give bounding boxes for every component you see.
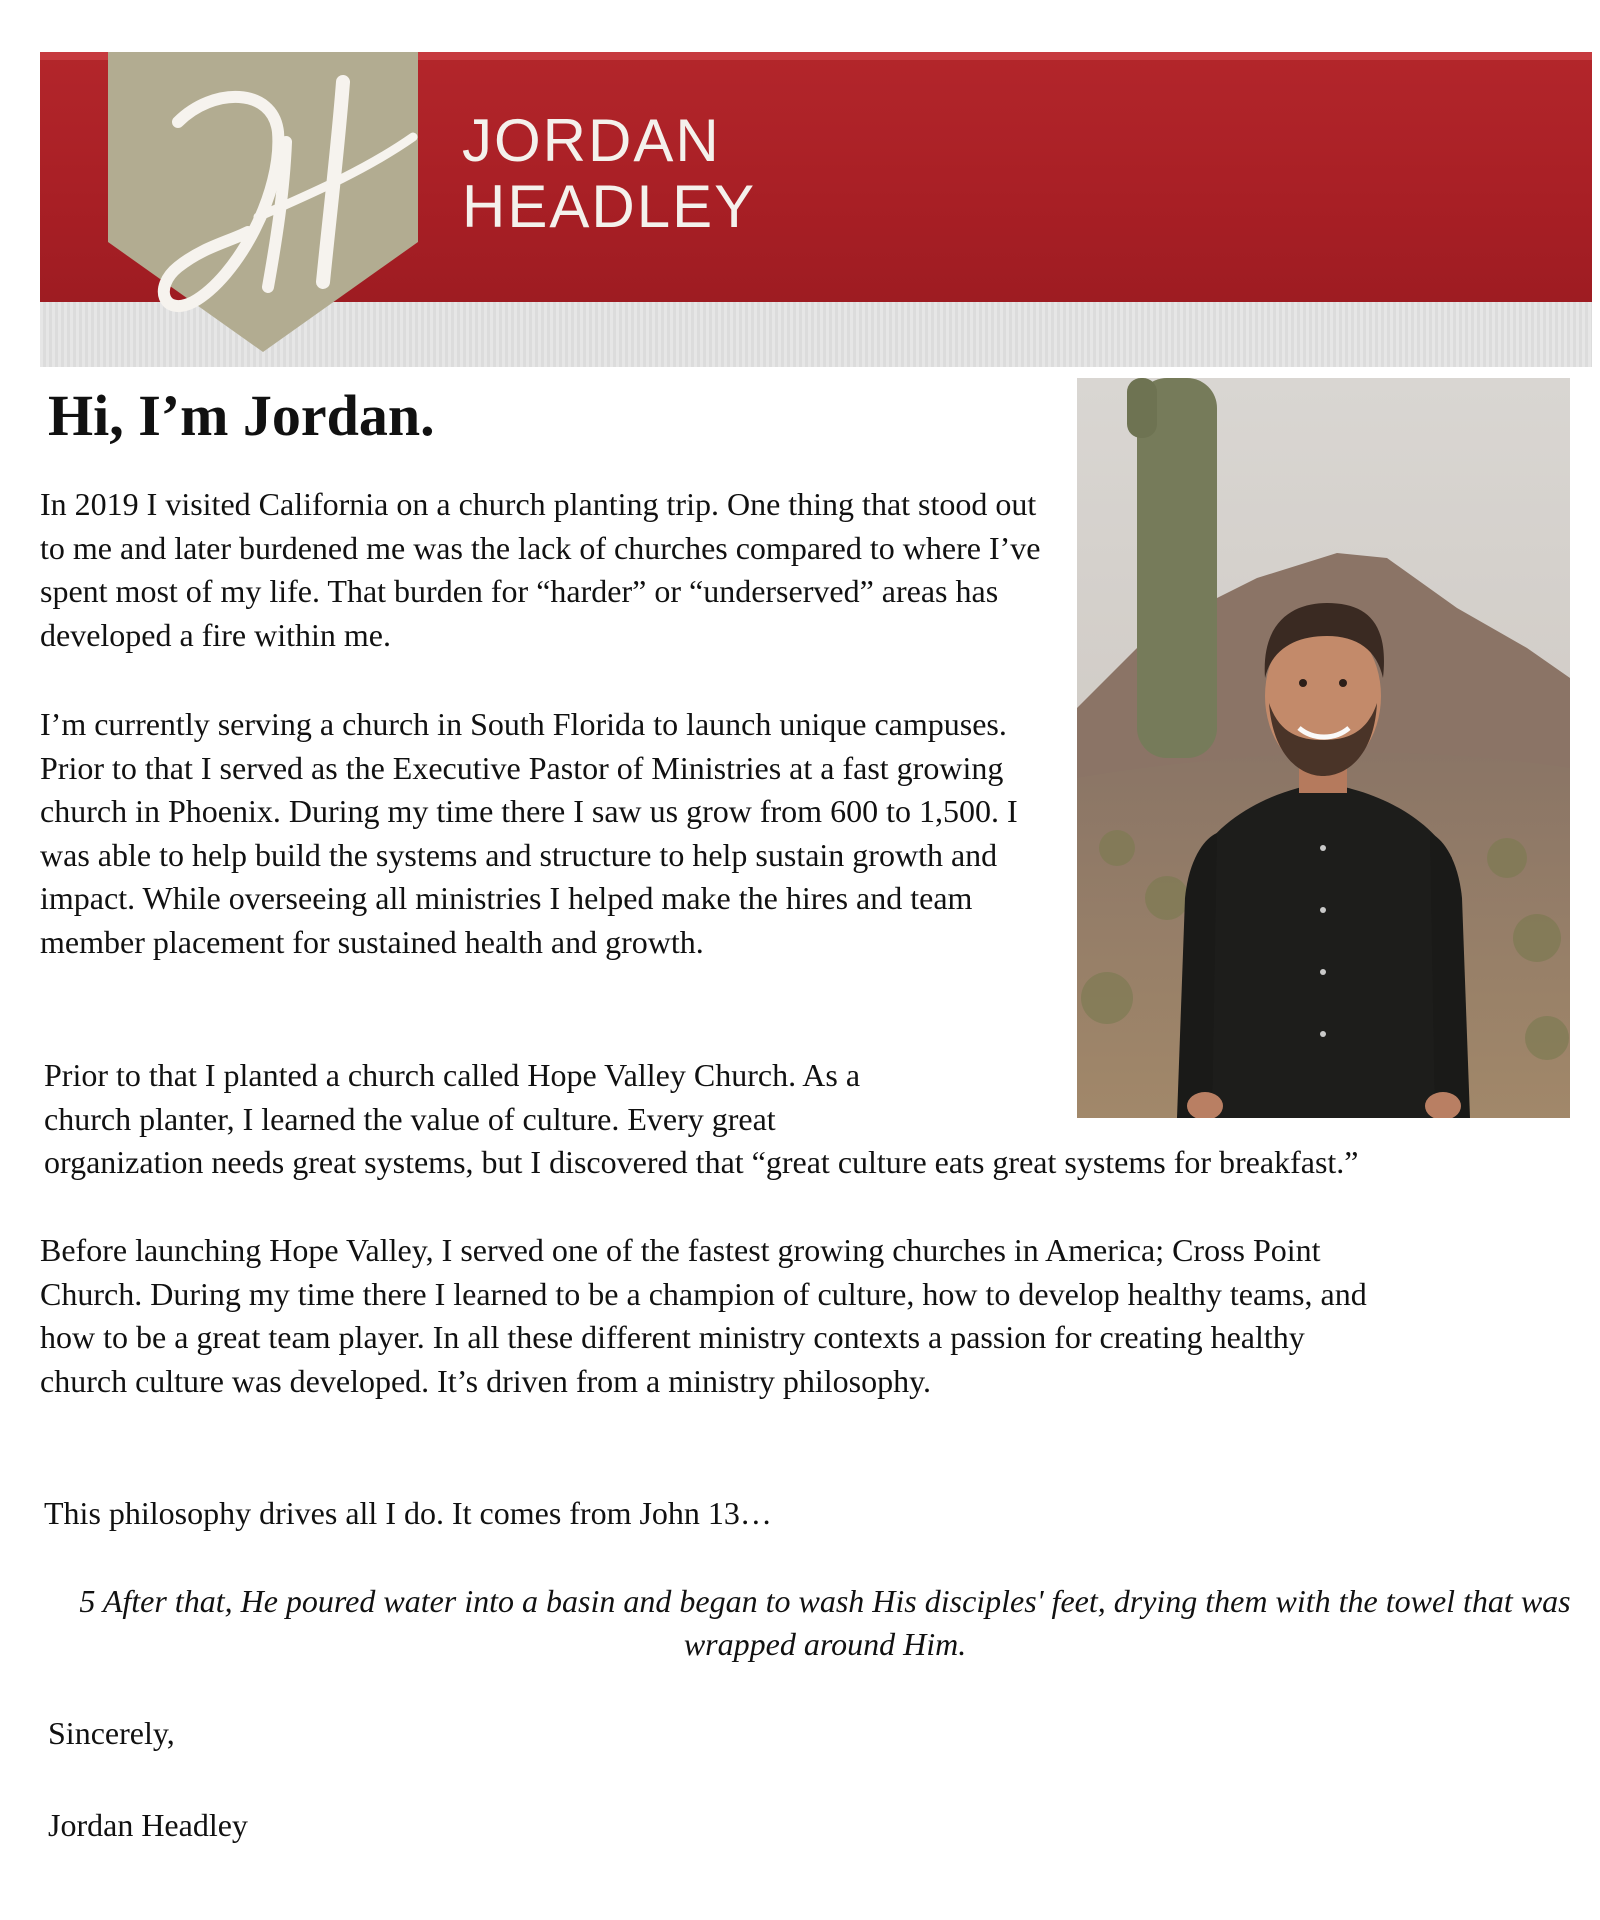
brand-line-last: HEADLEY (462, 173, 757, 240)
brand-name (462, 108, 756, 240)
jh-logo[interactable] (108, 52, 418, 362)
page-title: Hi, I’m Jordan. (48, 383, 435, 448)
closing: Sincerely, (48, 1715, 175, 1751)
scripture-quote: 5 After that, He poured water into a basin and began to wash His disciples' feet, drying them with the towel that was wrapped around Him. (79, 1583, 1571, 1662)
intro-paragraph: In 2019 I visited California on a church planting trip. One thing that stood out to me and later burdened me was the lack of churches compared to where I’ve spent most of my life. That burden for “harder” or “underserved” areas has developed a fire within me. (40, 486, 1041, 653)
church-planting-paragraph (44, 1054, 1584, 1185)
brand-line-first: JORDAN (462, 107, 721, 174)
signature: Jordan Headley (48, 1807, 248, 1843)
philosophy-paragraph: This philosophy drives all I do. It comes from John 13… (44, 1495, 772, 1531)
header-banner (40, 52, 1592, 367)
paragraph-line: church planter, I learned the value of culture. Every great (44, 1100, 776, 1137)
portrait-photo (1077, 378, 1570, 1118)
paragraph-line: organization needs great systems, but I discovered that “great culture eats great systems for breakfast.” (44, 1144, 1359, 1180)
portrait-photo-icon (1077, 378, 1570, 1118)
experience-paragraph: I’m currently serving a church in South Florida to launch unique campuses. Prior to that I served as the Executive Pastor of Ministries at a fast growing church in Phoenix. During my time there I saw us grow from 600 to 1,500. I was able to help build the systems and structure to help sustain growth and impact. While overseeing all ministries I helped make the hires and team member placement for sustained health and growth. (40, 706, 1018, 960)
cross-point-paragraph: Before launching Hope Valley, I served one of the fastest growing churches in America; Cross Point Church. During my time there I learned to be a champion of culture, how to develop healthy teams, and how to be a great team player. In all these different ministry contexts a passion for creating healthy church culture was developed. It’s driven from a ministry philosophy. (40, 1232, 1367, 1399)
paragraph-line: Prior to that I planted a church called Hope Valley Church. As a (44, 1057, 861, 1093)
